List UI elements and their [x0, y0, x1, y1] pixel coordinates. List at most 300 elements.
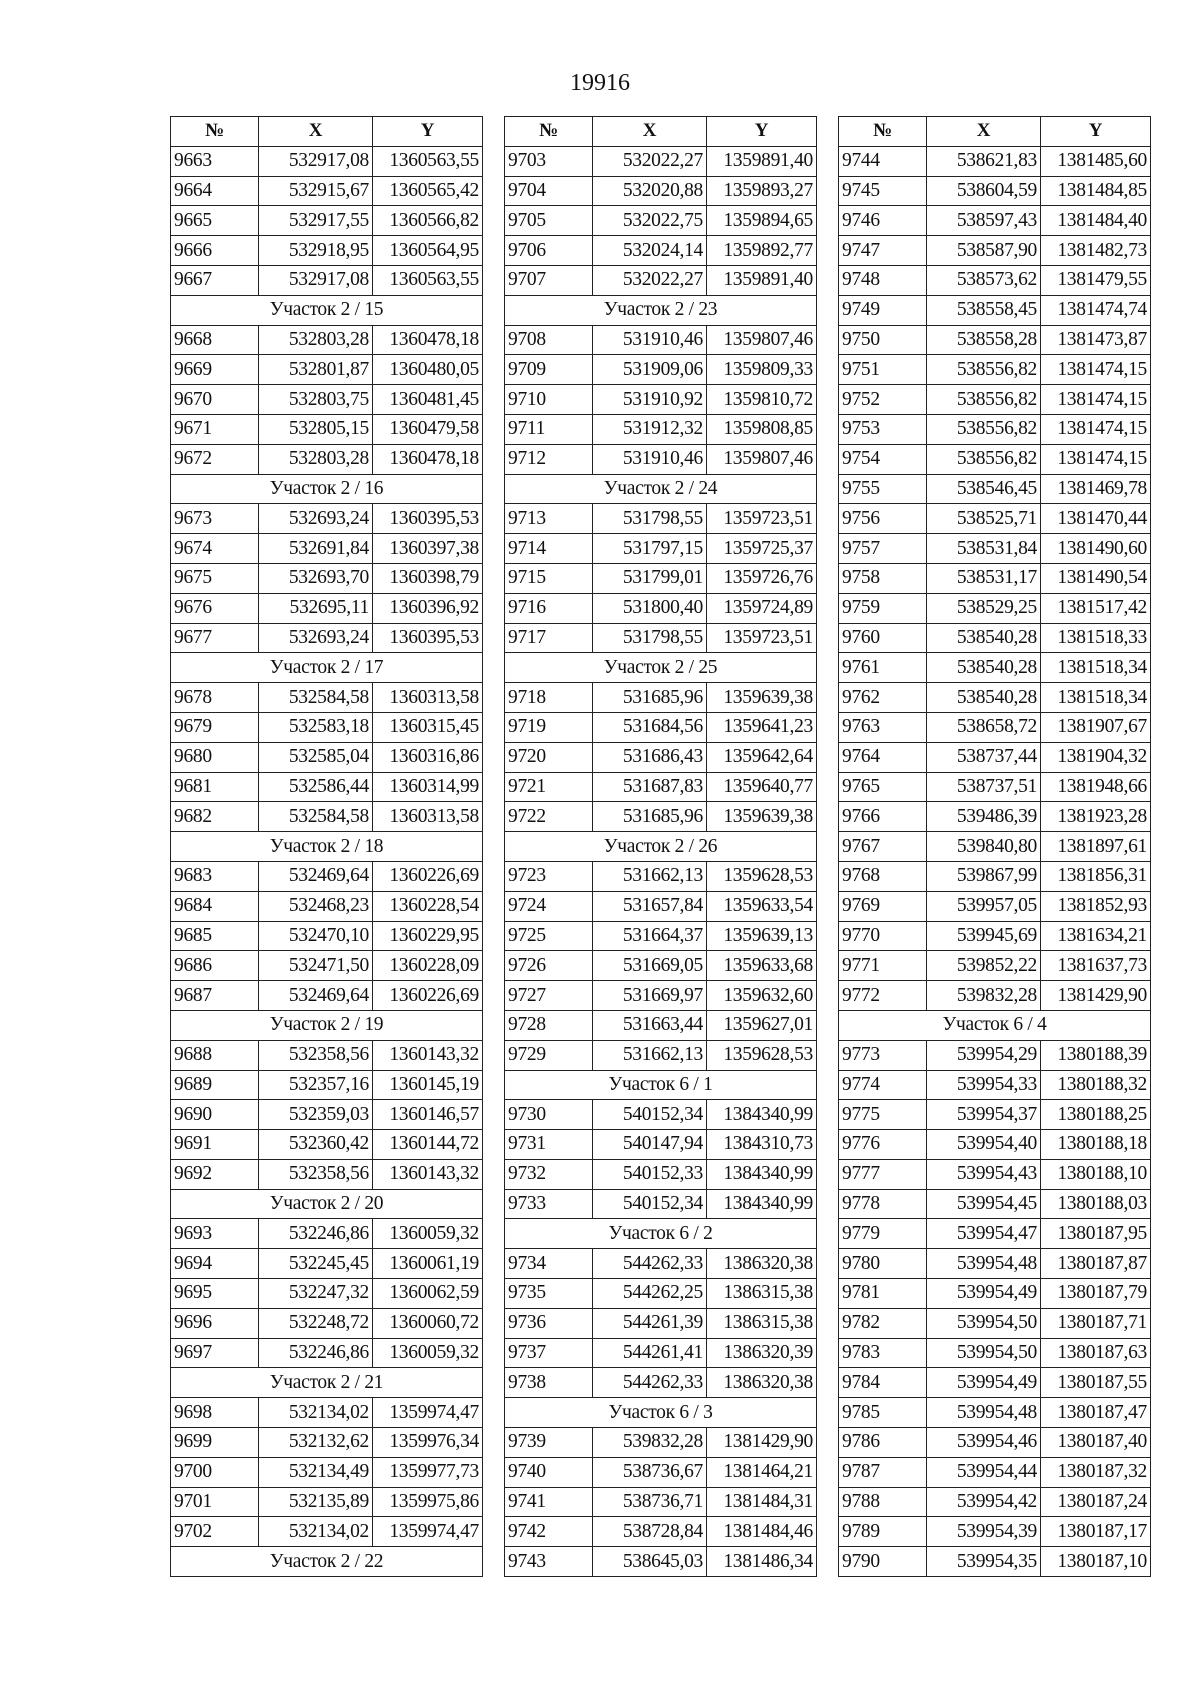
x-coordinate-cell: 538736,67: [593, 1457, 707, 1487]
x-coordinate-cell: 532134,49: [259, 1457, 373, 1487]
table-row: [839, 1189, 1151, 1219]
x-coordinate-cell: 538597,43: [927, 206, 1041, 236]
point-number-cell: 9697: [171, 1338, 259, 1368]
x-coordinate-cell: 539957,05: [927, 891, 1041, 921]
table-row: [171, 385, 483, 415]
x-coordinate-cell: 532360,42: [259, 1130, 373, 1160]
y-coordinate-cell: 1360226,69: [373, 981, 483, 1011]
section-label: Участок 6 / 2: [505, 1219, 817, 1249]
table-row: [505, 385, 817, 415]
point-number-cell: 9756: [839, 504, 927, 534]
y-coordinate-cell: 1360228,54: [373, 891, 483, 921]
x-coordinate-cell: 532693,70: [259, 563, 373, 593]
section-label: Участок 2 / 18: [171, 832, 483, 862]
x-coordinate-cell: 539867,99: [927, 861, 1041, 891]
x-coordinate-cell: 532917,55: [259, 206, 373, 236]
y-coordinate-cell: 1359894,65: [707, 206, 817, 236]
table-header-row: [505, 117, 817, 147]
x-coordinate-cell: 532022,75: [593, 206, 707, 236]
y-coordinate-cell: 1360481,45: [373, 385, 483, 415]
table-row: [505, 1189, 817, 1219]
point-number-cell: 9764: [839, 742, 927, 772]
table-row: [839, 593, 1151, 623]
header-number: №: [171, 117, 259, 147]
point-number-cell: 9702: [171, 1517, 259, 1547]
table-row: [171, 593, 483, 623]
section-row: [505, 295, 817, 325]
section-label: Участок 2 / 20: [171, 1189, 483, 1219]
y-coordinate-cell: 1360563,55: [373, 146, 483, 176]
table-row: [839, 1308, 1151, 1338]
table-row: [505, 1279, 817, 1309]
point-number-cell: 9768: [839, 861, 927, 891]
x-coordinate-cell: 538556,82: [927, 414, 1041, 444]
y-coordinate-cell: 1386315,38: [707, 1308, 817, 1338]
x-coordinate-cell: 539832,28: [593, 1428, 707, 1458]
x-coordinate-cell: 531912,32: [593, 414, 707, 444]
x-coordinate-cell: 539954,44: [927, 1457, 1041, 1487]
x-coordinate-cell: 531798,55: [593, 623, 707, 653]
y-coordinate-cell: 1381923,28: [1041, 802, 1151, 832]
table-row: [839, 1070, 1151, 1100]
x-coordinate-cell: 544262,25: [593, 1279, 707, 1309]
x-coordinate-cell: 532693,24: [259, 504, 373, 534]
y-coordinate-cell: 1381518,34: [1041, 683, 1151, 713]
table-row: [171, 891, 483, 921]
table-row: [505, 1428, 817, 1458]
header-x: X: [259, 117, 373, 147]
x-coordinate-cell: 539954,33: [927, 1070, 1041, 1100]
point-number-cell: 9693: [171, 1219, 259, 1249]
point-number-cell: 9785: [839, 1398, 927, 1428]
x-coordinate-cell: 532583,18: [259, 712, 373, 742]
table-row: [505, 951, 817, 981]
section-label: Участок 6 / 3: [505, 1398, 817, 1428]
table-row: [505, 981, 817, 1011]
y-coordinate-cell: 1380188,18: [1041, 1130, 1151, 1160]
y-coordinate-cell: 1381474,15: [1041, 355, 1151, 385]
table-row: [505, 325, 817, 355]
point-number-cell: 9698: [171, 1398, 259, 1428]
table-row: [839, 534, 1151, 564]
x-coordinate-cell: 531798,55: [593, 504, 707, 534]
y-coordinate-cell: 1360062,59: [373, 1279, 483, 1309]
y-coordinate-cell: 1380187,32: [1041, 1457, 1151, 1487]
point-number-cell: 9699: [171, 1428, 259, 1458]
x-coordinate-cell: 539954,49: [927, 1368, 1041, 1398]
point-number-cell: 9758: [839, 563, 927, 593]
point-number-cell: 9753: [839, 414, 927, 444]
table-row: [505, 772, 817, 802]
table-row: [505, 176, 817, 206]
y-coordinate-cell: 1360479,58: [373, 414, 483, 444]
x-coordinate-cell: 540152,33: [593, 1159, 707, 1189]
x-coordinate-cell: 531662,13: [593, 861, 707, 891]
y-coordinate-cell: 1381904,32: [1041, 742, 1151, 772]
point-number-cell: 9724: [505, 891, 593, 921]
y-coordinate-cell: 1359723,51: [707, 623, 817, 653]
point-number-cell: 9787: [839, 1457, 927, 1487]
x-coordinate-cell: 531797,15: [593, 534, 707, 564]
point-number-cell: 9769: [839, 891, 927, 921]
table-row: [839, 1338, 1151, 1368]
point-number-cell: 9790: [839, 1547, 927, 1577]
x-coordinate-cell: 538556,82: [927, 444, 1041, 474]
section-row: [171, 474, 483, 504]
y-coordinate-cell: 1359975,86: [373, 1487, 483, 1517]
table-row: [171, 802, 483, 832]
point-number-cell: 9709: [505, 355, 593, 385]
x-coordinate-cell: 538587,90: [927, 236, 1041, 266]
y-coordinate-cell: 1381637,73: [1041, 951, 1151, 981]
point-number-cell: 9718: [505, 683, 593, 713]
point-number-cell: 9675: [171, 563, 259, 593]
table-row: [505, 414, 817, 444]
y-coordinate-cell: 1381856,31: [1041, 861, 1151, 891]
x-coordinate-cell: 539954,37: [927, 1100, 1041, 1130]
x-coordinate-cell: 531800,40: [593, 593, 707, 623]
point-number-cell: 9745: [839, 176, 927, 206]
point-number-cell: 9739: [505, 1428, 593, 1458]
header-y: Y: [1041, 117, 1151, 147]
x-coordinate-cell: 532805,15: [259, 414, 373, 444]
x-coordinate-cell: 539954,29: [927, 1040, 1041, 1070]
point-number-cell: 9782: [839, 1308, 927, 1338]
x-coordinate-cell: 539954,50: [927, 1338, 1041, 1368]
table-row: [839, 1368, 1151, 1398]
y-coordinate-cell: 1359976,34: [373, 1428, 483, 1458]
table-row: [839, 802, 1151, 832]
table-row: [839, 1487, 1151, 1517]
y-coordinate-cell: 1381852,93: [1041, 891, 1151, 921]
table-row: [171, 623, 483, 653]
point-number-cell: 9681: [171, 772, 259, 802]
y-coordinate-cell: 1359974,47: [373, 1517, 483, 1547]
point-number-cell: 9713: [505, 504, 593, 534]
point-number-cell: 9752: [839, 385, 927, 415]
x-coordinate-cell: 544262,33: [593, 1249, 707, 1279]
x-coordinate-cell: 538728,84: [593, 1517, 707, 1547]
table-row: [839, 623, 1151, 653]
x-coordinate-cell: 532691,84: [259, 534, 373, 564]
table-row: [839, 146, 1151, 176]
y-coordinate-cell: 1381484,85: [1041, 176, 1151, 206]
point-number-cell: 9742: [505, 1517, 593, 1547]
table-row: [171, 146, 483, 176]
x-coordinate-cell: 531687,83: [593, 772, 707, 802]
x-coordinate-cell: 532135,89: [259, 1487, 373, 1517]
y-coordinate-cell: 1381484,40: [1041, 206, 1151, 236]
y-coordinate-cell: 1380187,95: [1041, 1219, 1151, 1249]
table-row: [839, 414, 1151, 444]
table-row: [839, 1398, 1151, 1428]
y-coordinate-cell: 1384310,73: [707, 1130, 817, 1160]
point-number-cell: 9771: [839, 951, 927, 981]
y-coordinate-cell: 1381484,31: [707, 1487, 817, 1517]
section-row: [505, 1070, 817, 1100]
y-coordinate-cell: 1360229,95: [373, 921, 483, 951]
point-number-cell: 9736: [505, 1308, 593, 1338]
point-number-cell: 9763: [839, 712, 927, 742]
point-number-cell: 9719: [505, 712, 593, 742]
x-coordinate-cell: 539954,47: [927, 1219, 1041, 1249]
x-coordinate-cell: 539954,40: [927, 1130, 1041, 1160]
y-coordinate-cell: 1359640,77: [707, 772, 817, 802]
point-number-cell: 9731: [505, 1130, 593, 1160]
y-coordinate-cell: 1380187,40: [1041, 1428, 1151, 1458]
point-number-cell: 9738: [505, 1368, 593, 1398]
section-row: [171, 295, 483, 325]
x-coordinate-cell: 531664,37: [593, 921, 707, 951]
x-coordinate-cell: 532695,11: [259, 593, 373, 623]
table-row: [171, 712, 483, 742]
x-coordinate-cell: 538531,84: [927, 534, 1041, 564]
y-coordinate-cell: 1380187,47: [1041, 1398, 1151, 1428]
point-number-cell: 9727: [505, 981, 593, 1011]
point-number-cell: 9686: [171, 951, 259, 981]
table-row: [171, 1428, 483, 1458]
y-coordinate-cell: 1380187,71: [1041, 1308, 1151, 1338]
table-row: [505, 1338, 817, 1368]
x-coordinate-cell: 538645,03: [593, 1547, 707, 1577]
y-coordinate-cell: 1359632,60: [707, 981, 817, 1011]
point-number-cell: 9664: [171, 176, 259, 206]
y-coordinate-cell: 1359807,46: [707, 444, 817, 474]
table-row: [505, 444, 817, 474]
table-row: [171, 951, 483, 981]
y-coordinate-cell: 1381474,74: [1041, 295, 1151, 325]
table-row: [839, 504, 1151, 534]
table-row: [171, 176, 483, 206]
point-number-cell: 9774: [839, 1070, 927, 1100]
table-row: [839, 1428, 1151, 1458]
y-coordinate-cell: 1360228,09: [373, 951, 483, 981]
point-number-cell: 9717: [505, 623, 593, 653]
point-number-cell: 9685: [171, 921, 259, 951]
x-coordinate-cell: 531657,84: [593, 891, 707, 921]
y-coordinate-cell: 1360226,69: [373, 861, 483, 891]
y-coordinate-cell: 1360314,99: [373, 772, 483, 802]
y-coordinate-cell: 1360395,53: [373, 623, 483, 653]
point-number-cell: 9694: [171, 1249, 259, 1279]
section-label: Участок 2 / 25: [505, 653, 817, 683]
table-row: [839, 325, 1151, 355]
y-coordinate-cell: 1359628,53: [707, 861, 817, 891]
table-row: [839, 1040, 1151, 1070]
x-coordinate-cell: 531684,56: [593, 712, 707, 742]
point-number-cell: 9687: [171, 981, 259, 1011]
point-number-cell: 9723: [505, 861, 593, 891]
table-row: [505, 1040, 817, 1070]
point-number-cell: 9707: [505, 265, 593, 295]
y-coordinate-cell: 1381474,15: [1041, 414, 1151, 444]
table-row: [505, 1547, 817, 1577]
y-coordinate-cell: 1380187,79: [1041, 1279, 1151, 1309]
section-row: [505, 653, 817, 683]
table-row: [505, 683, 817, 713]
x-coordinate-cell: 532918,95: [259, 236, 373, 266]
x-coordinate-cell: 532584,58: [259, 802, 373, 832]
section-row: [171, 1547, 483, 1577]
point-number-cell: 9751: [839, 355, 927, 385]
x-coordinate-cell: 532803,28: [259, 325, 373, 355]
point-number-cell: 9706: [505, 236, 593, 266]
x-coordinate-cell: 538658,72: [927, 712, 1041, 742]
table-row: [505, 921, 817, 951]
point-number-cell: 9665: [171, 206, 259, 236]
table-row: [505, 1517, 817, 1547]
x-coordinate-cell: 531909,06: [593, 355, 707, 385]
table-row: [505, 534, 817, 564]
section-row: [171, 653, 483, 683]
x-coordinate-cell: 539954,48: [927, 1398, 1041, 1428]
point-number-cell: 9786: [839, 1428, 927, 1458]
point-number-cell: 9669: [171, 355, 259, 385]
y-coordinate-cell: 1381484,46: [707, 1517, 817, 1547]
table-row: [839, 1219, 1151, 1249]
table-row: [839, 474, 1151, 504]
x-coordinate-cell: 544262,33: [593, 1368, 707, 1398]
point-number-cell: 9775: [839, 1100, 927, 1130]
section-row: [171, 1010, 483, 1040]
table-row: [505, 146, 817, 176]
point-number-cell: 9700: [171, 1457, 259, 1487]
point-number-cell: 9728: [505, 1010, 593, 1040]
point-number-cell: 9696: [171, 1308, 259, 1338]
table-row: [171, 1338, 483, 1368]
point-number-cell: 9750: [839, 325, 927, 355]
point-number-cell: 9671: [171, 414, 259, 444]
section-label: Участок 2 / 22: [171, 1547, 483, 1577]
table-row: [839, 1547, 1151, 1577]
table-row: [505, 623, 817, 653]
table-row: [505, 206, 817, 236]
table-row: [839, 981, 1151, 1011]
point-number-cell: 9701: [171, 1487, 259, 1517]
point-number-cell: 9779: [839, 1219, 927, 1249]
point-number-cell: 9744: [839, 146, 927, 176]
point-number-cell: 9777: [839, 1159, 927, 1189]
y-coordinate-cell: 1380188,39: [1041, 1040, 1151, 1070]
x-coordinate-cell: 538540,28: [927, 653, 1041, 683]
y-coordinate-cell: 1359641,23: [707, 712, 817, 742]
point-number-cell: 9721: [505, 772, 593, 802]
y-coordinate-cell: 1381634,21: [1041, 921, 1151, 951]
table-row: [505, 861, 817, 891]
table-row: [505, 802, 817, 832]
point-number-cell: 9729: [505, 1040, 593, 1070]
x-coordinate-cell: 532358,56: [259, 1159, 373, 1189]
y-coordinate-cell: 1360313,58: [373, 802, 483, 832]
y-coordinate-cell: 1381473,87: [1041, 325, 1151, 355]
point-number-cell: 9705: [505, 206, 593, 236]
x-coordinate-cell: 532693,24: [259, 623, 373, 653]
table-row: [505, 1010, 817, 1040]
table-row: [171, 772, 483, 802]
header-number: №: [839, 117, 927, 147]
y-coordinate-cell: 1380187,55: [1041, 1368, 1151, 1398]
x-coordinate-cell: 539954,35: [927, 1547, 1041, 1577]
section-label: Участок 2 / 26: [505, 832, 817, 862]
table-row: [505, 1249, 817, 1279]
x-coordinate-cell: 531669,05: [593, 951, 707, 981]
table-row: [171, 1487, 483, 1517]
point-number-cell: 9679: [171, 712, 259, 742]
y-coordinate-cell: 1384340,99: [707, 1189, 817, 1219]
x-coordinate-cell: 532471,50: [259, 951, 373, 981]
x-coordinate-cell: 532358,56: [259, 1040, 373, 1070]
x-coordinate-cell: 532020,88: [593, 176, 707, 206]
point-number-cell: 9730: [505, 1100, 593, 1130]
x-coordinate-cell: 538604,59: [927, 176, 1041, 206]
point-number-cell: 9732: [505, 1159, 593, 1189]
point-number-cell: 9689: [171, 1070, 259, 1100]
y-coordinate-cell: 1360059,32: [373, 1338, 483, 1368]
point-number-cell: 9740: [505, 1457, 593, 1487]
point-number-cell: 9683: [171, 861, 259, 891]
x-coordinate-cell: 532917,08: [259, 265, 373, 295]
x-coordinate-cell: 540147,94: [593, 1130, 707, 1160]
x-coordinate-cell: 538737,44: [927, 742, 1041, 772]
y-coordinate-cell: 1360395,53: [373, 504, 483, 534]
x-coordinate-cell: 539954,48: [927, 1249, 1041, 1279]
x-coordinate-cell: 531662,13: [593, 1040, 707, 1070]
table-row: [839, 653, 1151, 683]
point-number-cell: 9781: [839, 1279, 927, 1309]
point-number-cell: 9708: [505, 325, 593, 355]
table-row: [505, 891, 817, 921]
x-coordinate-cell: 540152,34: [593, 1189, 707, 1219]
y-coordinate-cell: 1360478,18: [373, 444, 483, 474]
table-row: [505, 265, 817, 295]
y-coordinate-cell: 1381897,61: [1041, 832, 1151, 862]
y-coordinate-cell: 1359639,38: [707, 683, 817, 713]
x-coordinate-cell: 539954,43: [927, 1159, 1041, 1189]
table-row: [839, 861, 1151, 891]
table-row: [171, 742, 483, 772]
y-coordinate-cell: 1360316,86: [373, 742, 483, 772]
section-row: [171, 832, 483, 862]
table-row: [171, 504, 483, 534]
x-coordinate-cell: 538558,28: [927, 325, 1041, 355]
table-row: [505, 504, 817, 534]
x-coordinate-cell: 532248,72: [259, 1308, 373, 1338]
x-coordinate-cell: 531685,96: [593, 802, 707, 832]
y-coordinate-cell: 1381470,44: [1041, 504, 1151, 534]
section-row: [505, 832, 817, 862]
table-header-row: [839, 117, 1151, 147]
y-coordinate-cell: 1381469,78: [1041, 474, 1151, 504]
x-coordinate-cell: 539840,80: [927, 832, 1041, 862]
coordinate-table-2: [504, 116, 817, 1577]
point-number-cell: 9682: [171, 802, 259, 832]
x-coordinate-cell: 531663,44: [593, 1010, 707, 1040]
point-number-cell: 9741: [505, 1487, 593, 1517]
point-number-cell: 9749: [839, 295, 927, 325]
x-coordinate-cell: 532022,27: [593, 146, 707, 176]
x-coordinate-cell: 531910,46: [593, 444, 707, 474]
x-coordinate-cell: 532024,14: [593, 236, 707, 266]
section-label: Участок 2 / 23: [505, 295, 817, 325]
y-coordinate-cell: 1380188,10: [1041, 1159, 1151, 1189]
table-row: [839, 206, 1151, 236]
table-row: [839, 891, 1151, 921]
table-row: [505, 1130, 817, 1160]
point-number-cell: 9761: [839, 653, 927, 683]
y-coordinate-cell: 1384340,99: [707, 1100, 817, 1130]
x-coordinate-cell: 532469,64: [259, 861, 373, 891]
x-coordinate-cell: 531685,96: [593, 683, 707, 713]
